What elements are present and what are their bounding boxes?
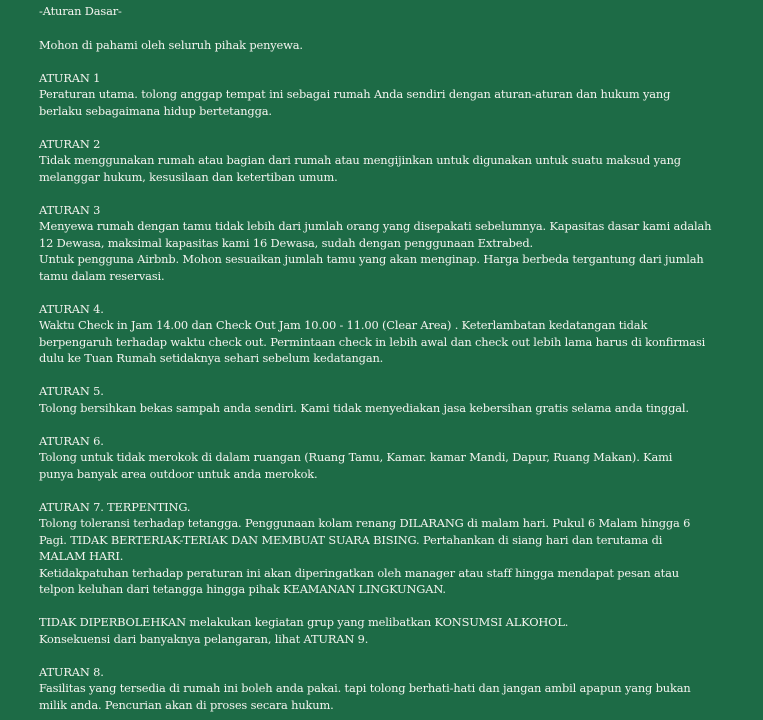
rule-text-line: Untuk pengguna Airbnb. Mohon sesuaikan jumlah tamu yang akan menginap. Harga berbeda tergantung dari jumlah [39, 252, 704, 266]
rule-title: ATURAN 2 [39, 136, 101, 151]
rule-text-line: Tidak menggunakan rumah atau bagian dari rumah atau mengijinkan untuk digunakan untuk suatu maksud yang [39, 153, 681, 167]
rule-text-line: berpengaruh terhadap waktu check out. Permintaan check in lebih awal dan check out lebih lama harus di konfirmasi [39, 334, 706, 349]
rule-title: ATURAN 5. [39, 384, 104, 398]
rule-title: ATURAN 1 [39, 70, 101, 85]
rule-text-line: Konsekuensi dari banyaknya pelangaran, lihat ATURAN 9. [39, 631, 369, 646]
rule-text-line: Ketidakpatuhan terhadap peraturan ini akan diperingatkan oleh manager atau staff hingga mendapat pesan atau [39, 565, 679, 580]
rule-text-line: punya banyak area outdoor untuk anda merokok. [39, 466, 318, 481]
rule-text-line: tamu dalam reservasi. [39, 268, 165, 283]
rule-section [39, 664, 733, 714]
rule-title: ATURAN 7. TERPENTING. [39, 499, 191, 514]
document-header: -Aturan Dasar- [39, 4, 122, 18]
rule-text-line: MALAM HARI. [39, 549, 124, 563]
rule-text-line: Peraturan utama. tolong anggap tempat ini sebagai rumah Anda sendiri dengan aturan-aturan dan hukum yang [39, 87, 671, 101]
rule-text-line: Tolong bersihkan bekas sampah anda sendiri. Kami tidak menyediakan jasa kebersihan gratis selama anda tinggal. [39, 400, 689, 415]
rule-text-line: milik anda. Pencurian akan di proses secara hukum. [39, 697, 334, 712]
rules-list [39, 70, 733, 714]
rule-text-line: 12 Dewasa, maksimal kapasitas kami 16 Dewasa, sudah dengan penggunaan Extrabed. [39, 235, 533, 250]
rule-text-line: Fasilitas yang tersedia di rumah ini boleh anda pakai. tapi tolong berhati-hati dan jangan ambil apapun yang bukan [39, 681, 691, 695]
rule-text-line: Tolong toleransi terhadap tetangga. Penggunaan kolam renang DILARANG di malam hari. Pukul 6 Malam hingga 6 [39, 516, 691, 530]
rule-section [39, 202, 733, 285]
paragraph-spacer [39, 598, 733, 615]
rule-text-line: Waktu Check in Jam 14.00 dan Check Out Jam 10.00 - 11.00 (Clear Area) . Keterlambatan kedatangan tidak [39, 318, 648, 332]
rule-title: ATURAN 4. [39, 301, 104, 316]
rule-text-line: TIDAK DIPERBOLEHKAN melakukan kegiatan grup yang melibatkan KONSUMSI ALKOHOL. [39, 615, 569, 629]
rule-section [39, 301, 733, 367]
rule-text-line: berlaku sebagaimana hidup bertetangga. [39, 103, 272, 118]
rule-text-line: Pagi. TIDAK BERTERIAK-TERIAK DAN MEMBUAT SUARA BISING. Pertahankan di siang hari dan terutama di [39, 532, 663, 547]
intro-text: Mohon di pahami oleh seluruh pihak penyewa. [39, 37, 303, 52]
rule-section [39, 383, 733, 416]
rule-text-line: telpon keluhan dari tetangga hingga pihak KEAMANAN LINGKUNGAN. [39, 582, 446, 596]
rule-section [39, 433, 733, 483]
rule-title: ATURAN 3 [39, 202, 101, 217]
rule-title: ATURAN 6. [39, 433, 104, 448]
rule-section [39, 499, 733, 648]
rule-title: ATURAN 8. [39, 664, 104, 679]
rule-section [39, 70, 733, 120]
rule-text-line: Menyewa rumah dengan tamu tidak lebih dari jumlah orang yang disepakati sebelumnya. Kapasitas dasar kami adalah [39, 219, 712, 233]
rule-text-line: Tolong untuk tidak merokok di dalam ruangan (Ruang Tamu, Kamar. kamar Mandi, Dapur, Ruang Makan). Kami [39, 450, 673, 464]
rule-text-line: melanggar hukum, kesusilaan dan ketertiban umum. [39, 169, 338, 184]
rule-text-line: dulu ke Tuan Rumah setidaknya sehari sebelum kedatangan. [39, 351, 384, 365]
rule-section [39, 136, 733, 186]
